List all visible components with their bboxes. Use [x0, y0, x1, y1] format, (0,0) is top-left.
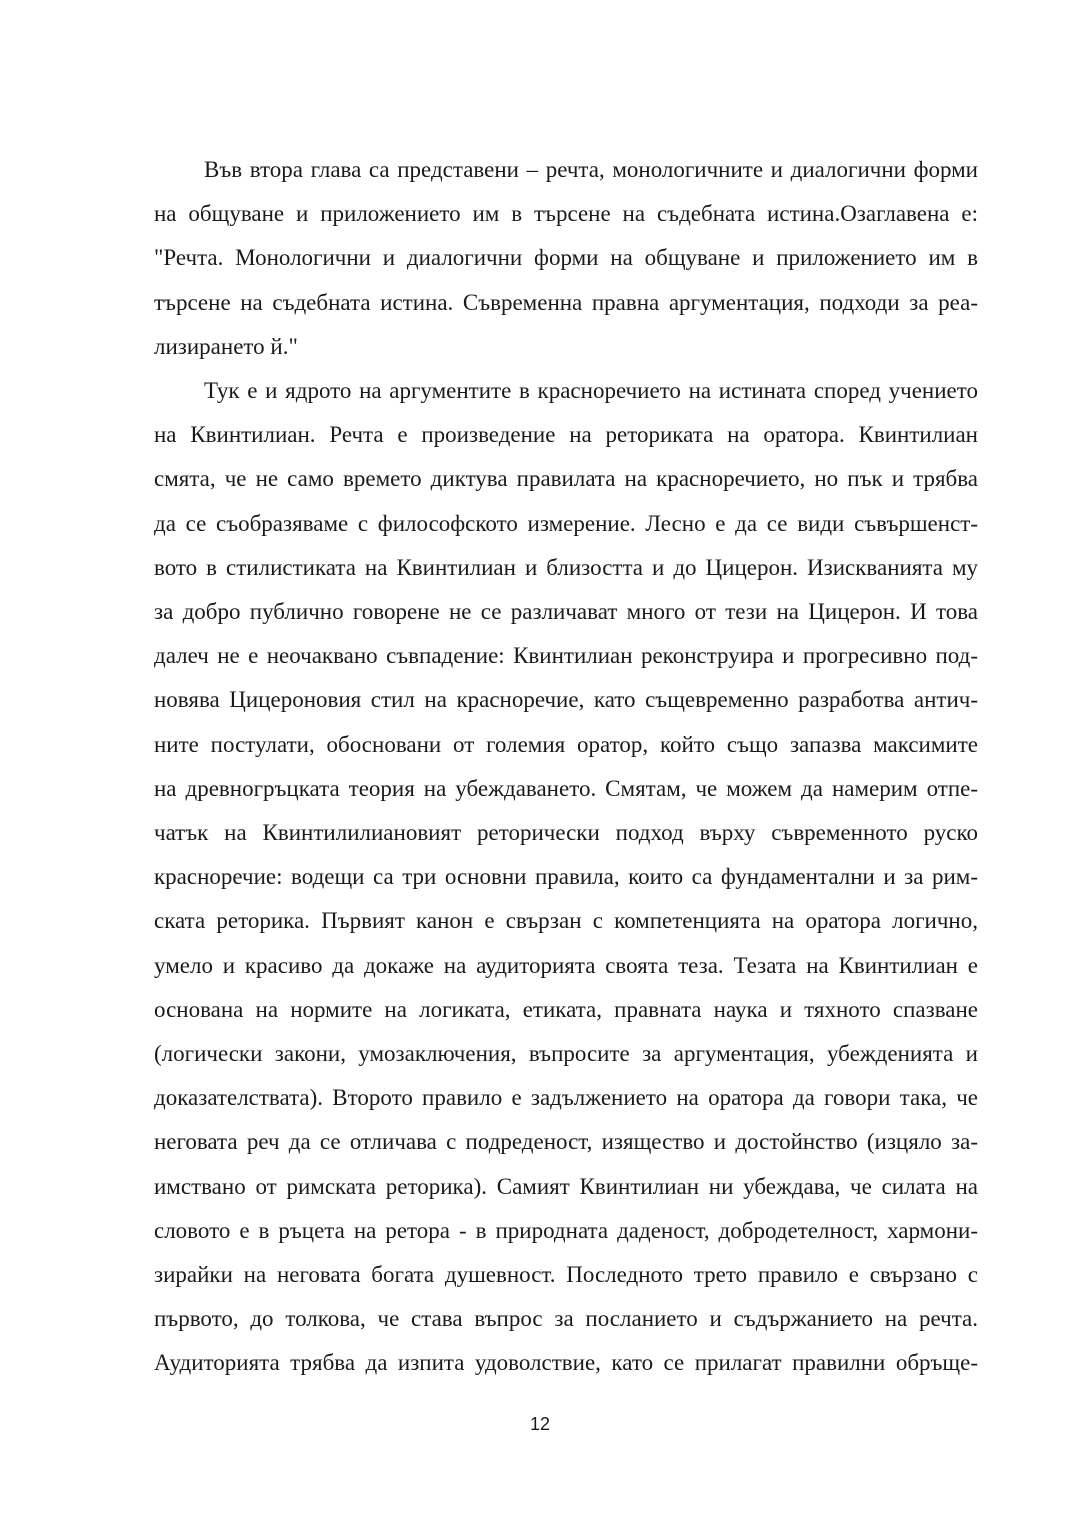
paragraph-1-line-5: лизирането й." — [154, 333, 298, 359]
body-text — [104, 148, 978, 1386]
paragraph-2-line-2: на Квинтилиан. Речта е произведение на реториката на оратора. Квинтилиан — [154, 422, 978, 448]
paragraph-2 — [104, 369, 978, 1386]
paragraph-2-line-5: вото в стилистиката на Квинтилиан и близостта и до Цицерон. Изискванията му — [154, 554, 978, 580]
paragraph-2-line-14: умело и красиво да докаже на аудиторията своята теза. Тезата на Квинтилиан е — [154, 952, 978, 978]
paragraph-2-line-11: чатък на Квинтилилиановият реторически подход върху съвременното руско — [154, 820, 978, 846]
paragraph-2-line-7: далеч не е неочаквано съвпадение: Квинтилиан реконструира и прогресивно под- — [154, 643, 978, 669]
paragraph-2-line-17: доказателствата). Второто правило е задължението на оратора да говори така, че — [154, 1085, 978, 1111]
paragraph-2-line-20: словото е в ръцета на ретора - в природната даденост, добродетелност, хармони- — [154, 1217, 978, 1243]
paragraph-2-line-4: да се съобразяваме с философското измерение. Лесно е да се види съвършенст- — [154, 510, 978, 536]
paragraph-2-line-10: на древногръцката теория на убеждаването. Смятам, че можем да намерим отпе- — [154, 775, 978, 801]
paragraph-2-line-12: красноречие: водещи са три основни правила, които са фундаментални и за рим- — [154, 864, 978, 890]
paragraph-2-line-16: (логически закони, умозаключения, въпросите за аргументация, убежденията и — [154, 1041, 978, 1067]
paragraph-1-line-3: "Речта. Монологични и диалогични форми на общуване и приложението им в — [154, 245, 978, 271]
paragraph-2-line-3: смята, че не само времето диктува правилата на красноречието, но пък и трябва — [154, 466, 978, 492]
paragraph-2-line-15: основана на нормите на логиката, етиката, правната наука и тяхното спазване — [154, 996, 978, 1022]
paragraph-2-line-22: първото, до толкова, че става въпрос за посланието и съдържанието на речта. — [154, 1306, 978, 1332]
paragraph-2-line-1: Тук е и ядрото на аргументите в красноречието на истината според учението — [204, 378, 978, 404]
paragraph-2-line-8: новява Цицероновия стил на красноречие, като същевременно разработва антич- — [154, 687, 978, 713]
paragraph-1-line-2: на общуване и приложението им в търсене на съдебната истина.Озаглавена е: — [154, 201, 978, 227]
paragraph-2-line-23: Аудиторията трябва да изпита удоволствие, като се прилагат правилни обръще- — [154, 1350, 978, 1376]
paragraph-2-line-18: неговата реч да се отличава с подреденост, изящество и достойнство (изцяло за- — [154, 1129, 978, 1155]
paragraph-2-line-21: зирайки на неговата богата душевност. Последното трето правило е свързано с — [154, 1262, 978, 1288]
paragraph-1-line-1: Във втора глава са представени – речта, монологичните и диалогични форми — [204, 157, 978, 182]
page-number: 12 — [529, 1414, 551, 1434]
paragraph-2-line-19: имствано от римската реторика). Самият Квинтилиан ни убеждава, че силата на — [154, 1173, 978, 1199]
paragraph-2-line-13: ската реторика. Първият канон е свързан с компетенцията на оратора логично, — [154, 908, 978, 934]
paragraph-1 — [104, 148, 978, 369]
paragraph-2-line-6: за добро публично говорене не се различават много от тези на Цицерон. И това — [154, 599, 978, 625]
paragraph-1-line-4: търсене на съдебната истина. Съвременна правна аргументация, подходи за реа- — [154, 289, 978, 315]
paragraph-2-line-9: ните постулати, обосновани от големия оратор, който също запазва максимите — [154, 731, 978, 757]
